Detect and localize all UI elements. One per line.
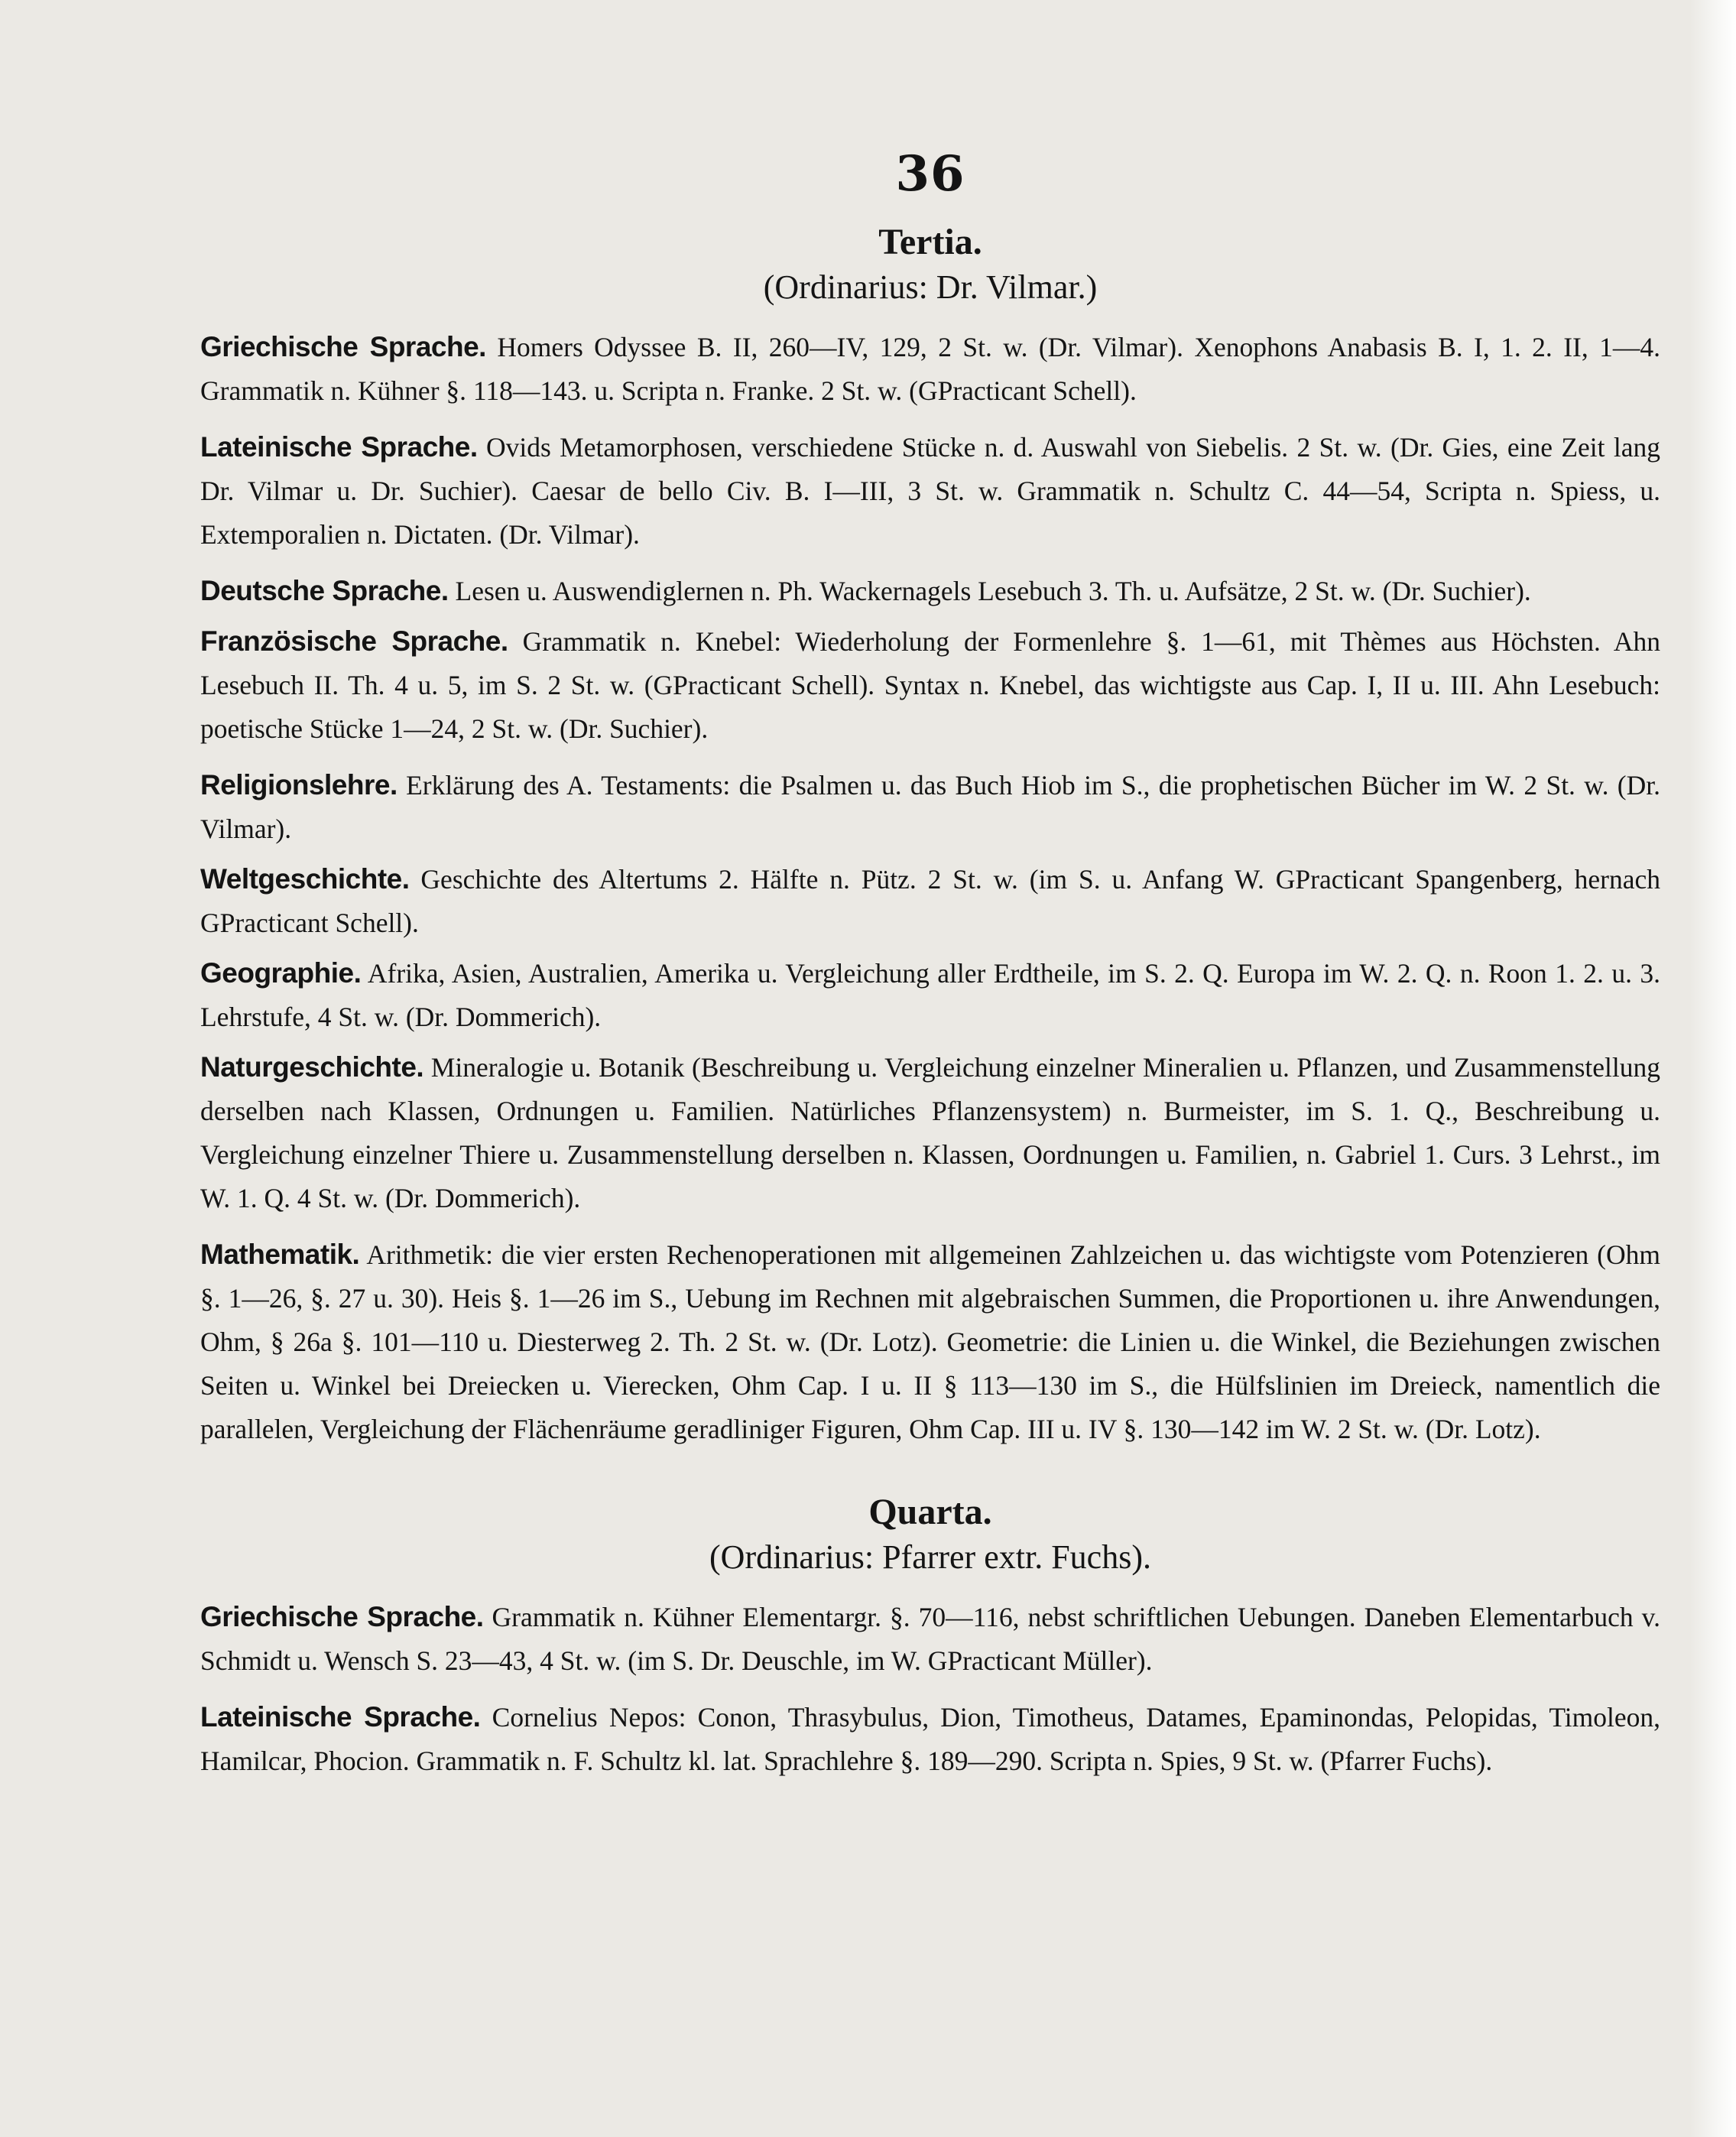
entry-subject: Griechische Sprache. bbox=[200, 1601, 484, 1632]
entry-subject: Französische Sprache. bbox=[200, 625, 508, 657]
entry-text: Lesen u. Auswendiglernen n. Ph. Wackernagels Lesebuch 3. Th. u. Aufsätze, 2 St. w. (Dr. Suchier). bbox=[455, 576, 1531, 606]
entry-text: Grammatik n. Kühner Elementargr. §. 70—116, nebst schriftlichen Uebungen. Daneben Elementarbuch v. Schmidt u. Wensch S. 23—43, 4 St. w. (im S. Dr. Deuschle, im W. GPracticant Müller). bbox=[200, 1602, 1660, 1676]
entry-subject: Lateinische Sprache. bbox=[200, 431, 478, 463]
entry-text: Erklärung des A. Testaments: die Psalmen u. das Buch Hiob im S., die prophetischen Bücher im W. 2 St. w. (Dr. Vilmar). bbox=[200, 770, 1660, 844]
section-gap bbox=[200, 1463, 1660, 1485]
entry-text: Mineralogie u. Botanik (Beschreibung u. Vergleichung einzelner Mineralien u. Pflanzen, und Zusammenstellung derselben nach Klassen, Ordnungen u. Familien. Natürliches Pflanzensystem) n. Burmeister, im S. 1. Q., Beschreibung u. Vergleichung einzelner Thiere u. Zusammenstellung derselben n. Klassen, Oordnungen u. Familien, n. Gabriel 1. Curs. 3 Lehrst., im W. 1. Q. 4 St. w. (Dr. Dommerich). bbox=[200, 1052, 1660, 1213]
entry-latein-tertia bbox=[200, 425, 1660, 557]
section-ordinarius-tertia: (Ordinarius: Dr. Vilmar.) bbox=[763, 268, 1098, 306]
entry-text: Arithmetik: die vier ersten Rechenoperationen mit allgemeinen Zahlzeichen u. das wichtigste vom Potenzieren (Ohm §. 1—26, §. 27 u. 30). Heis §. 1—26 im S., Uebung im Rechnen mit algebraischen Summen, die Proportionen u. ihre Anwendungen, Ohm, § 26a §. 101—110 u. Diesterweg 2. Th. 2 St. w. (Dr. Lotz). Geometrie: die Linien u. die Winkel, die Beziehungen zwischen Seiten u. Winkel bei Dreiecken u. Vierecken, Ohm Cap. I u. II § 113—130 im S., die Hülfslinien im Dreieck, namentlich die parallelen, Vergleichung der Flächenräume geradliniger Figuren, Ohm Cap. III u. IV §. 130—142 im W. 2 St. w. (Dr. Lotz). bbox=[200, 1239, 1660, 1444]
entry-subject: Religionslehre. bbox=[200, 769, 397, 801]
section-ordinarius-quarta: (Ordinarius: Pfarrer extr. Fuchs). bbox=[709, 1538, 1151, 1576]
entry-subject: Griechische Sprache. bbox=[200, 331, 486, 362]
entry-subject: Mathematik. bbox=[200, 1239, 360, 1270]
entry-subject: Geographie. bbox=[200, 957, 362, 989]
entry-text: Geschichte des Altertums 2. Hälfte n. Pütz. 2 St. w. (im S. u. Anfang W. GPracticant Spangenberg, hernach GPracticant Schell). bbox=[200, 864, 1661, 938]
page-body bbox=[200, 130, 1660, 1795]
entry-geographie-tertia bbox=[200, 951, 1660, 1039]
entry-deutsch-tertia bbox=[200, 569, 1660, 613]
entry-franzoesisch-tertia bbox=[200, 619, 1660, 751]
entry-text: Homers Odyssee B. II, 260—IV, 129, 2 St. w. (Dr. Vilmar). Xenophons Anabasis B. I, 1. 2. II, 1—4. Grammatik n. Kühner §. 118—143. u. Scripta n. Franke. 2 St. w. (GPracticant Schell). bbox=[200, 332, 1661, 406]
entry-text: Grammatik n. Knebel: Wiederholung der Formenlehre §. 1—61, mit Thèmes aus Höchsten. Ahn Lesebuch II. Th. 4 u. 5, im S. 2 St. w. (GPracticant Schell). Syntax n. Knebel, das wichtigste aus Cap. I, II u. III. Ahn Lesebuch: poetische Stücke 1—24, 2 St. w. (Dr. Suchier). bbox=[200, 626, 1661, 744]
page-number: 36 bbox=[895, 145, 965, 203]
entry-subject: Lateinische Sprache. bbox=[200, 1701, 481, 1733]
entry-subject: Deutsche Sprache. bbox=[200, 575, 449, 606]
entry-latein-quarta bbox=[200, 1695, 1660, 1783]
entry-weltgeschichte-tertia bbox=[200, 857, 1660, 945]
section-title-quarta: Quarta. bbox=[868, 1492, 992, 1532]
entry-text: Cornelius Nepos: Conon, Thrasybulus, Dion, Timotheus, Datames, Epaminondas, Pelopidas, Timoleon, Hamilcar, Phocion. Grammatik n. F. Schultz kl. lat. Sprachlehre §. 189—290. Scripta n. Spies, 9 St. w. (Pfarrer Fuchs). bbox=[200, 1702, 1660, 1776]
entry-mathematik-tertia bbox=[200, 1233, 1660, 1451]
entry-text: Ovids Metamorphosen, verschiedene Stücke n. d. Auswahl von Siebelis. 2 St. w. (Dr. Gies, eine Zeit lang Dr. Vilmar u. Dr. Suchier). Caesar de bello Civ. B. I—III, 3 St. w. Grammatik n. Schultz C. 44—54, Scripta n. Spiess, u. Extemporalien n. Dictaten. (Dr. Vilmar). bbox=[200, 432, 1660, 550]
entry-text: Afrika, Asien, Australien, Amerika u. Vergleichung aller Erdtheile, im S. 2. Q. Europa im W. 2. Q. n. Roon 1. 2. u. 3. Lehrstufe, 4 St. w. (Dr. Dommerich). bbox=[200, 958, 1660, 1032]
entry-griechisch-quarta bbox=[200, 1595, 1660, 1683]
entry-religion-tertia bbox=[200, 763, 1660, 851]
scan-edge bbox=[1690, 0, 1736, 2137]
entry-naturgeschichte-tertia bbox=[200, 1045, 1660, 1220]
entry-griechisch-tertia bbox=[200, 325, 1660, 413]
entry-subject: Naturgeschichte. bbox=[200, 1051, 424, 1083]
entry-subject: Weltgeschichte. bbox=[200, 863, 410, 895]
section-title-tertia: Tertia. bbox=[878, 222, 982, 262]
